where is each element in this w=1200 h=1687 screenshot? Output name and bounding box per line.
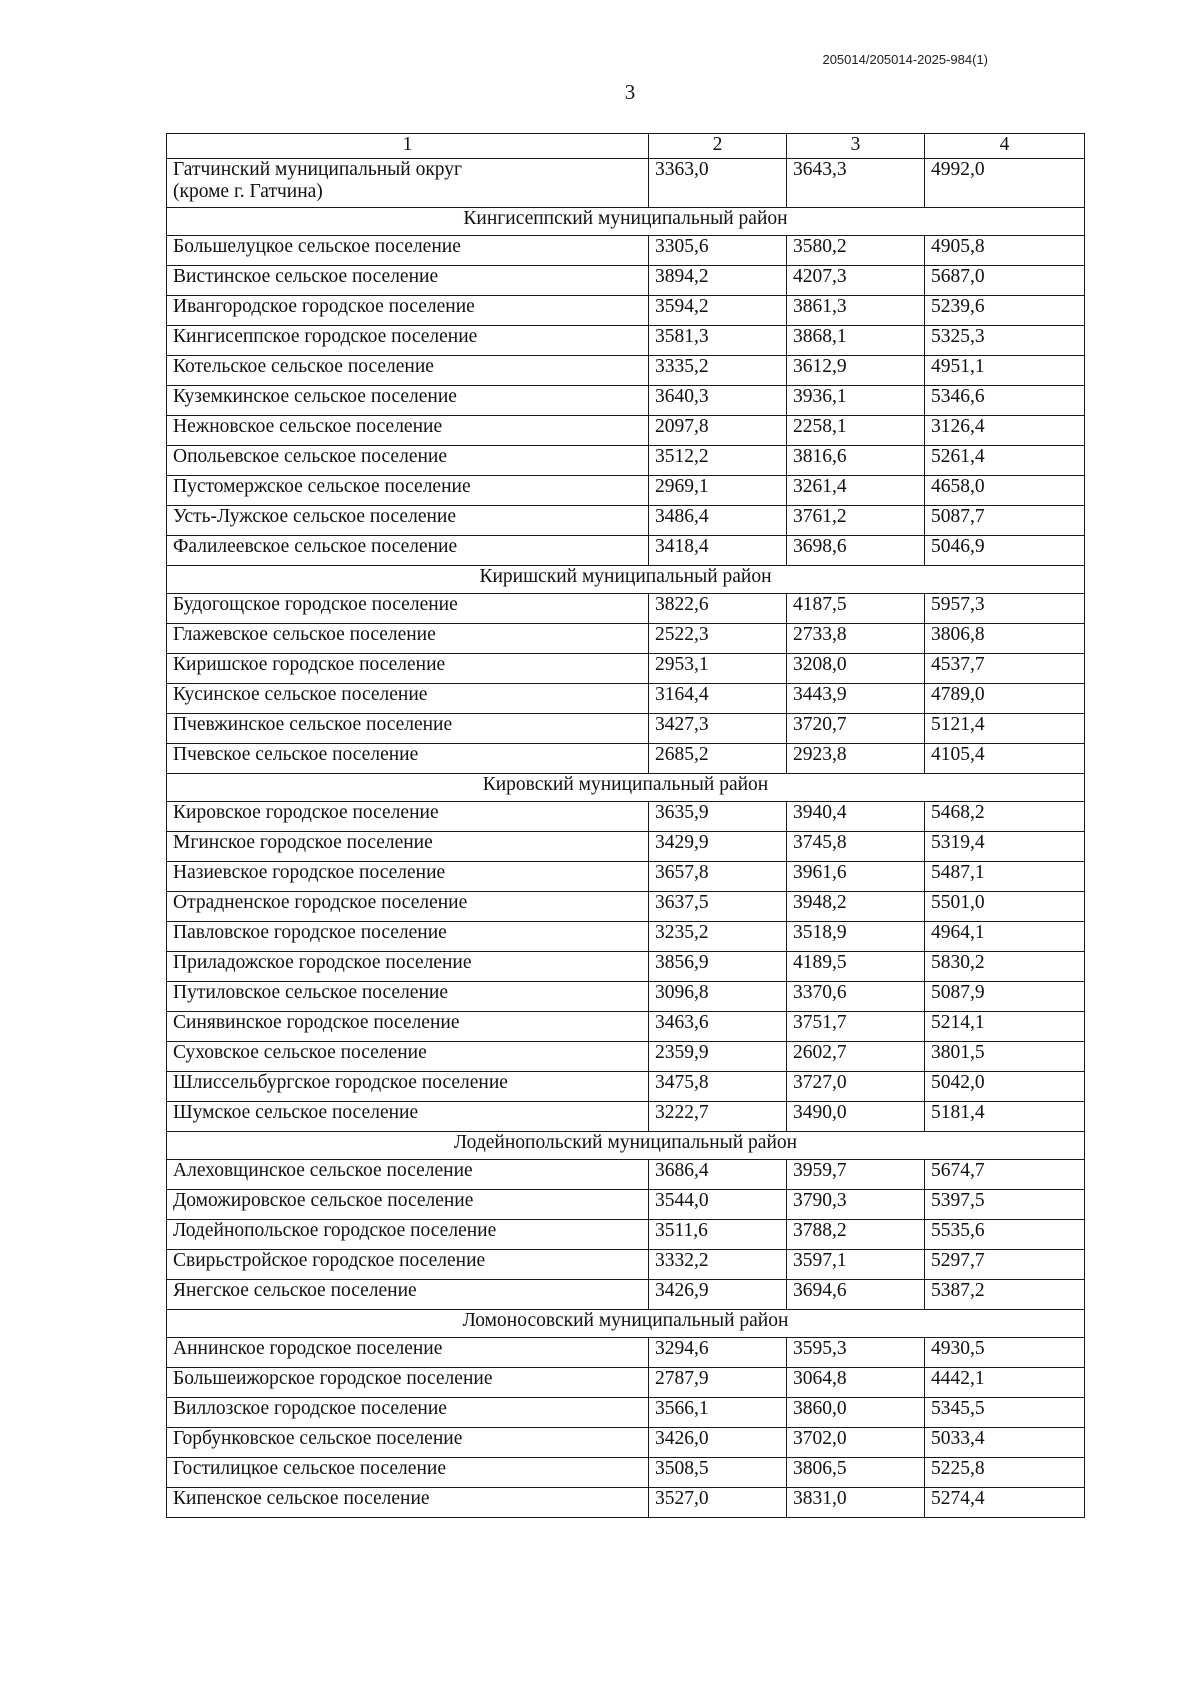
table-row (167, 744, 1085, 774)
value-cell: 5087,9 (925, 982, 1085, 1012)
document-id: 205014/205014-2025-984(1) (822, 52, 988, 67)
row-name-line: Гатчинский муниципальный округ (173, 159, 463, 180)
column-header: 3 (787, 134, 925, 159)
table-row (167, 1398, 1085, 1428)
row-name: Усть-Лужское сельское поселение (167, 506, 649, 536)
value-cell: 3790,3 (787, 1190, 925, 1220)
value-cell: 3208,0 (787, 654, 925, 684)
row-name: Лодейнопольское городское поселение (167, 1220, 649, 1250)
row-name: Назиевское городское поселение (167, 862, 649, 892)
page-number: 3 (624, 80, 636, 104)
value-cell: 2733,8 (787, 624, 925, 654)
value-cell: 5674,7 (925, 1160, 1085, 1190)
value-cell: 4658,0 (925, 476, 1085, 506)
value-cell: 3657,8 (649, 862, 787, 892)
table-row (167, 654, 1085, 684)
value-cell: 3612,9 (787, 356, 925, 386)
value-cell: 3860,0 (787, 1398, 925, 1428)
value-cell: 3508,5 (649, 1458, 787, 1488)
value-cell: 3635,9 (649, 802, 787, 832)
column-number-row (167, 134, 1085, 159)
value-cell: 3936,1 (787, 386, 925, 416)
value-cell: 5121,4 (925, 714, 1085, 744)
row-name: Янегское сельское поселение (167, 1280, 649, 1310)
value-cell: 3861,3 (787, 296, 925, 326)
value-cell: 3594,2 (649, 296, 787, 326)
table-row (167, 624, 1085, 654)
row-name: Аннинское городское поселение (167, 1338, 649, 1368)
value-cell: 5087,7 (925, 506, 1085, 536)
value-cell: 3727,0 (787, 1072, 925, 1102)
value-cell: 3959,7 (787, 1160, 925, 1190)
table-row (167, 684, 1085, 714)
table-row (167, 506, 1085, 536)
row-name: Котельское сельское поселение (167, 356, 649, 386)
row-name: Суховское сельское поселение (167, 1042, 649, 1072)
table-row (167, 922, 1085, 952)
value-cell: 3580,2 (787, 236, 925, 266)
value-cell: 5033,4 (925, 1428, 1085, 1458)
value-cell: 3751,7 (787, 1012, 925, 1042)
row-name: Алеховщинское сельское поселение (167, 1160, 649, 1190)
value-cell: 3305,6 (649, 236, 787, 266)
value-cell: 3222,7 (649, 1102, 787, 1132)
value-cell: 5297,7 (925, 1250, 1085, 1280)
row-name: Большеижорское городское поселение (167, 1368, 649, 1398)
value-cell: 2953,1 (649, 654, 787, 684)
value-cell: 3064,8 (787, 1368, 925, 1398)
value-cell: 4905,8 (925, 236, 1085, 266)
table-row (167, 1102, 1085, 1132)
table-row (167, 416, 1085, 446)
value-cell: 3527,0 (649, 1488, 787, 1518)
row-name: Нежновское сельское поселение (167, 416, 649, 446)
value-cell: 4187,5 (787, 594, 925, 624)
value-cell: 3370,6 (787, 982, 925, 1012)
value-cell: 4442,1 (925, 1368, 1085, 1398)
section-header-row (167, 774, 1085, 802)
table-row (167, 952, 1085, 982)
table-row (167, 1072, 1085, 1102)
value-cell: 3486,4 (649, 506, 787, 536)
row-name (167, 159, 649, 208)
table-row (167, 236, 1085, 266)
value-cell: 3427,3 (649, 714, 787, 744)
value-cell: 3429,9 (649, 832, 787, 862)
value-cell: 5830,2 (925, 952, 1085, 982)
data-table (166, 133, 1085, 1518)
value-cell: 4951,1 (925, 356, 1085, 386)
table-row (167, 1338, 1085, 1368)
value-cell: 2923,8 (787, 744, 925, 774)
row-name: Павловское городское поселение (167, 922, 649, 952)
value-cell: 3294,6 (649, 1338, 787, 1368)
value-cell: 3511,6 (649, 1220, 787, 1250)
table-row (167, 296, 1085, 326)
section-title: Кировский муниципальный район (167, 774, 1085, 802)
section-title: Ломоносовский муниципальный район (167, 1310, 1085, 1338)
value-cell: 3856,9 (649, 952, 787, 982)
value-cell: 3822,6 (649, 594, 787, 624)
value-cell: 5181,4 (925, 1102, 1085, 1132)
section-title: Лодейнопольский муниципальный район (167, 1132, 1085, 1160)
value-cell: 2097,8 (649, 416, 787, 446)
value-cell: 3801,5 (925, 1042, 1085, 1072)
value-cell: 4207,3 (787, 266, 925, 296)
value-cell: 2359,9 (649, 1042, 787, 1072)
value-cell: 3544,0 (649, 1190, 787, 1220)
value-cell: 4537,7 (925, 654, 1085, 684)
table-row (167, 159, 1085, 208)
row-name: Пчевское сельское поселение (167, 744, 649, 774)
table-row (167, 1250, 1085, 1280)
value-cell: 3686,4 (649, 1160, 787, 1190)
value-cell: 3640,3 (649, 386, 787, 416)
section-title: Кингисеппский муниципальный район (167, 208, 1085, 236)
value-cell: 5261,4 (925, 446, 1085, 476)
value-cell: 3597,1 (787, 1250, 925, 1280)
row-name: Пчевжинское сельское поселение (167, 714, 649, 744)
value-cell: 4189,5 (787, 952, 925, 982)
value-cell: 3335,2 (649, 356, 787, 386)
value-cell: 3426,0 (649, 1428, 787, 1458)
table-body (167, 134, 1085, 1518)
table-row (167, 832, 1085, 862)
table-row (167, 802, 1085, 832)
section-header-row (167, 566, 1085, 594)
row-name: Виллозское городское поселение (167, 1398, 649, 1428)
column-header: 4 (925, 134, 1085, 159)
value-cell: 3566,1 (649, 1398, 787, 1428)
value-cell: 5042,0 (925, 1072, 1085, 1102)
value-cell: 3490,0 (787, 1102, 925, 1132)
row-name: Кингисеппское городское поселение (167, 326, 649, 356)
row-name: Шлиссельбургское городское поселение (167, 1072, 649, 1102)
value-cell: 3126,4 (925, 416, 1085, 446)
row-name: Путиловское сельское поселение (167, 982, 649, 1012)
table-row (167, 594, 1085, 624)
value-cell: 3463,6 (649, 1012, 787, 1042)
value-cell: 5687,0 (925, 266, 1085, 296)
table-row (167, 326, 1085, 356)
table-row (167, 476, 1085, 506)
value-cell: 3788,2 (787, 1220, 925, 1250)
value-cell: 3096,8 (649, 982, 787, 1012)
row-name: Шумское сельское поселение (167, 1102, 649, 1132)
value-cell: 5274,4 (925, 1488, 1085, 1518)
value-cell: 4105,4 (925, 744, 1085, 774)
table-row (167, 356, 1085, 386)
value-cell: 3518,9 (787, 922, 925, 952)
table-row (167, 1280, 1085, 1310)
row-name: Приладожское городское поселение (167, 952, 649, 982)
table-row (167, 1042, 1085, 1072)
row-name: Доможировское сельское поселение (167, 1190, 649, 1220)
value-cell: 3418,4 (649, 536, 787, 566)
row-name: Фалилеевское сельское поселение (167, 536, 649, 566)
row-name: Вистинское сельское поселение (167, 266, 649, 296)
value-cell: 4992,0 (925, 159, 1085, 208)
row-name: Киришское городское поселение (167, 654, 649, 684)
table-row (167, 1160, 1085, 1190)
table-row (167, 536, 1085, 566)
value-cell: 5468,2 (925, 802, 1085, 832)
value-cell: 3698,6 (787, 536, 925, 566)
row-name: Свирьстройское городское поселение (167, 1250, 649, 1280)
value-cell: 4964,1 (925, 922, 1085, 952)
value-cell: 4930,5 (925, 1338, 1085, 1368)
table-row (167, 1368, 1085, 1398)
table-row (167, 1220, 1085, 1250)
row-name: Мгинское городское поселение (167, 832, 649, 862)
value-cell: 3637,5 (649, 892, 787, 922)
value-cell: 3961,6 (787, 862, 925, 892)
value-cell: 5345,5 (925, 1398, 1085, 1428)
value-cell: 3720,7 (787, 714, 925, 744)
row-name: Горбунковское сельское поселение (167, 1428, 649, 1458)
value-cell: 5487,1 (925, 862, 1085, 892)
table-row (167, 982, 1085, 1012)
column-header: 2 (649, 134, 787, 159)
value-cell: 2685,2 (649, 744, 787, 774)
value-cell: 3643,3 (787, 159, 925, 208)
row-name: Пустомержское сельское поселение (167, 476, 649, 506)
value-cell: 4789,0 (925, 684, 1085, 714)
value-cell: 2602,7 (787, 1042, 925, 1072)
value-cell: 3702,0 (787, 1428, 925, 1458)
value-cell: 3512,2 (649, 446, 787, 476)
value-cell: 5535,6 (925, 1220, 1085, 1250)
table-row (167, 714, 1085, 744)
value-cell: 3940,4 (787, 802, 925, 832)
section-header-row (167, 1310, 1085, 1338)
value-cell: 2522,3 (649, 624, 787, 654)
value-cell: 5397,5 (925, 1190, 1085, 1220)
row-name: Будогощское городское поселение (167, 594, 649, 624)
value-cell: 3475,8 (649, 1072, 787, 1102)
value-cell: 3806,5 (787, 1458, 925, 1488)
row-name: Кипенское сельское поселение (167, 1488, 649, 1518)
value-cell: 5319,4 (925, 832, 1085, 862)
value-cell: 3443,9 (787, 684, 925, 714)
row-name: Синявинское городское поселение (167, 1012, 649, 1042)
row-name: Большелуцкое сельское поселение (167, 236, 649, 266)
value-cell: 3894,2 (649, 266, 787, 296)
table-row (167, 1012, 1085, 1042)
value-cell: 5346,6 (925, 386, 1085, 416)
value-cell: 5501,0 (925, 892, 1085, 922)
section-title: Киришский муниципальный район (167, 566, 1085, 594)
row-name: Опольевское сельское поселение (167, 446, 649, 476)
value-cell: 3261,4 (787, 476, 925, 506)
value-cell: 5325,3 (925, 326, 1085, 356)
section-header-row (167, 208, 1085, 236)
table-row (167, 1458, 1085, 1488)
value-cell: 5957,3 (925, 594, 1085, 624)
value-cell: 3363,0 (649, 159, 787, 208)
value-cell: 3235,2 (649, 922, 787, 952)
table-row (167, 1488, 1085, 1518)
table-row (167, 892, 1085, 922)
value-cell: 2969,1 (649, 476, 787, 506)
row-name: Куземкинское сельское поселение (167, 386, 649, 416)
value-cell: 3868,1 (787, 326, 925, 356)
value-cell: 3595,3 (787, 1338, 925, 1368)
value-cell: 3694,6 (787, 1280, 925, 1310)
column-header: 1 (167, 134, 649, 159)
value-cell: 2787,9 (649, 1368, 787, 1398)
value-cell: 3948,2 (787, 892, 925, 922)
value-cell: 5239,6 (925, 296, 1085, 326)
table-row (167, 266, 1085, 296)
table-row (167, 1190, 1085, 1220)
value-cell: 3426,9 (649, 1280, 787, 1310)
value-cell: 3761,2 (787, 506, 925, 536)
row-name: Отрадненское городское поселение (167, 892, 649, 922)
table-row (167, 1428, 1085, 1458)
value-cell: 5214,1 (925, 1012, 1085, 1042)
value-cell: 2258,1 (787, 416, 925, 446)
table-row (167, 386, 1085, 416)
row-name: Гостилицкое сельское поселение (167, 1458, 649, 1488)
table-row (167, 446, 1085, 476)
row-name: Кусинское сельское поселение (167, 684, 649, 714)
table-row (167, 862, 1085, 892)
value-cell: 5046,9 (925, 536, 1085, 566)
row-name: Кировское городское поселение (167, 802, 649, 832)
value-cell: 3831,0 (787, 1488, 925, 1518)
value-cell: 3164,4 (649, 684, 787, 714)
section-header-row (167, 1132, 1085, 1160)
value-cell: 5225,8 (925, 1458, 1085, 1488)
value-cell: 3816,6 (787, 446, 925, 476)
row-name: Глажевское сельское поселение (167, 624, 649, 654)
value-cell: 3806,8 (925, 624, 1085, 654)
value-cell: 3745,8 (787, 832, 925, 862)
value-cell: 3332,2 (649, 1250, 787, 1280)
value-cell: 3581,3 (649, 326, 787, 356)
row-name: Ивангородское городское поселение (167, 296, 649, 326)
value-cell: 5387,2 (925, 1280, 1085, 1310)
row-name-line: (кроме г. Гатчина) (173, 181, 323, 202)
